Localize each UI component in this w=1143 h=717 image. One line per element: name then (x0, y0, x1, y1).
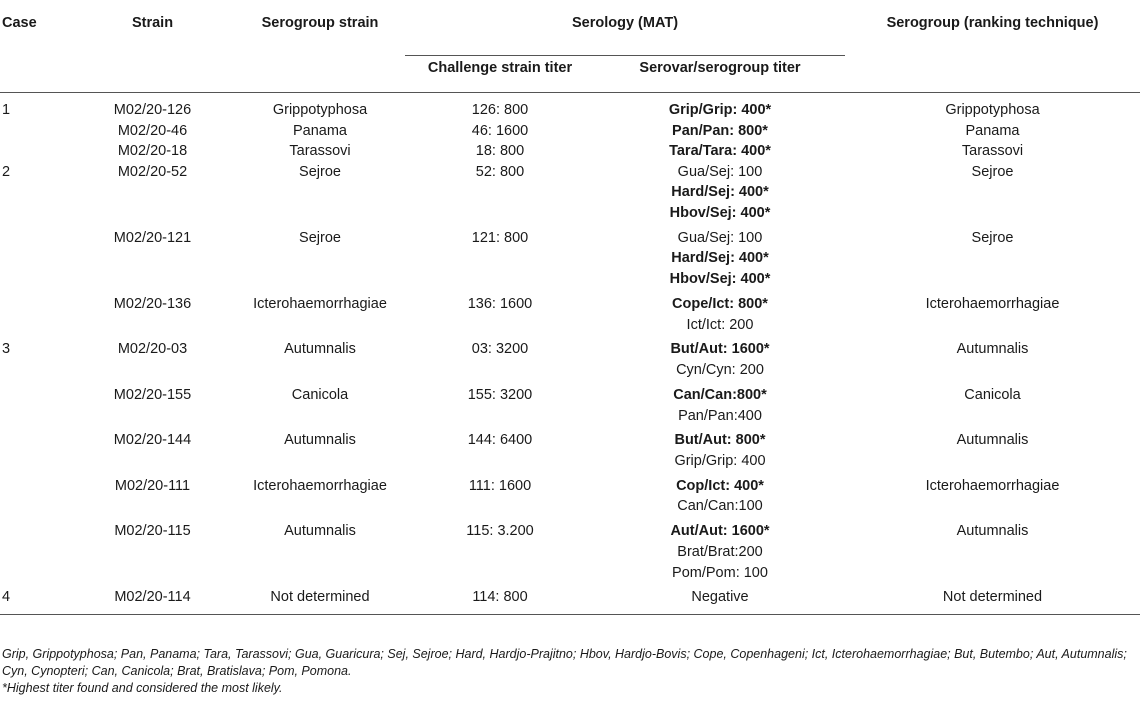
serovar-titer-entry: Pom/Pom: 100 (672, 564, 768, 581)
header-serovar-titer: Serovar/serogroup titer (639, 60, 801, 76)
cell-serogroup-strain: Sejroe (299, 163, 341, 180)
cell-ranking-serogroup: Grippotyphosa (945, 102, 1040, 118)
footnote-asterisk: *Highest titer found and considered the most likely. (2, 681, 283, 695)
table-header (0, 5, 1140, 93)
table-row (0, 385, 1140, 430)
table-body (0, 93, 1140, 615)
cell-serovar-titers (595, 430, 845, 475)
table-row (0, 141, 1140, 162)
cell-strain: M02/20-115 (114, 523, 191, 540)
serovar-titer-entry: Can/Can:800* (673, 386, 767, 403)
serovar-titer-entry: Negative (691, 589, 749, 606)
serovar-titer-entry: But/Aut: 1600* (670, 341, 770, 358)
cell-ranking-serogroup: Autumnalis (956, 341, 1029, 358)
cell-strain: M02/20-121 (113, 229, 192, 246)
cell-challenge-titer: 114: 800 (472, 589, 528, 606)
table-row (0, 587, 1140, 614)
serovar-titer-entry: Hard/Sej: 400* (671, 250, 769, 267)
cell-serogroup-strain: Canicola (291, 386, 349, 403)
serovar-titer-entry: Cyn/Cyn: 200 (676, 362, 764, 379)
table-row (0, 294, 1140, 339)
serovar-titer-entry: But/Aut: 800* (674, 432, 766, 449)
serovar-titer-entry: Ict/Ict: 200 (686, 316, 754, 333)
cell-serovar-titers (595, 521, 845, 587)
cell-strain: M02/20-126 (113, 102, 192, 118)
cell-serovar-titers (595, 162, 845, 228)
table-row (0, 121, 1140, 142)
cell-serogroup-strain: Sejroe (299, 229, 341, 246)
cell-case (0, 430, 70, 475)
cell-serogroup-strain: Grippotyphosa (272, 102, 368, 118)
cell-serogroup-strain: Autumnalis (284, 523, 356, 540)
cell-ranking-serogroup: Autumnalis (956, 432, 1029, 449)
cell-serovar-titers (595, 385, 845, 430)
cell-case (0, 476, 70, 521)
table-row (0, 162, 1140, 228)
cell-serovar-titers (595, 141, 845, 162)
cell-case: 4 (2, 589, 11, 606)
cell-strain: M02/20-03 (117, 341, 188, 358)
cell-ranking-serogroup: Icterohaemorrhagiae (925, 295, 1060, 312)
cell-serogroup-strain: Tarassovi (289, 143, 351, 160)
serovar-titer-entry: Brat/Brat:200 (677, 543, 763, 560)
cell-challenge-titer: 155: 3200 (467, 386, 533, 403)
cell-strain: M02/20-136 (113, 295, 192, 312)
cell-case (0, 521, 70, 587)
serovar-titer-entry: Can/Can:100 (677, 498, 763, 515)
cell-case: 1 (2, 102, 11, 118)
table-row (0, 339, 1140, 384)
header-case: Case (2, 15, 37, 31)
serovar-titer-entry: Aut/Aut: 1600* (670, 523, 770, 540)
serovar-titer-entry: Gua/Sej: 100 (677, 163, 763, 180)
cell-strain: M02/20-111 (114, 477, 191, 494)
footnote-abbreviations: Grip, Grippotyphosa; Pan, Panama; Tara, Tarassovi; Gua, Guaricura; Sej, Sejroe; Hard, Hardjo-Prajitno; Hbov, Hardjo-Bovis; Cope, Copenhageni; Ict, Icterohaemorrhagiae; But, Butembo; Aut, Autumnalis; Cyn, Cynopteri; Can, Canicola; Brat, Bratislava; Pom, Pomona. (2, 647, 1127, 678)
cell-serogroup-strain: Autumnalis (284, 341, 356, 358)
serovar-titer-entry: Hbov/Sej: 400* (669, 204, 771, 221)
cell-challenge-titer: 111: 1600 (468, 477, 532, 494)
cell-ranking-serogroup: Icterohaemorrhagiae (925, 477, 1060, 494)
serovar-titer-entry: Cope/Ict: 800* (672, 295, 768, 312)
cell-ranking-serogroup: Canicola (964, 386, 1021, 403)
cell-case: 3 (2, 341, 11, 358)
serovar-titer-entry: Tara/Tara: 400* (669, 143, 771, 160)
cell-strain: M02/20-144 (113, 432, 192, 449)
cell-strain: M02/20-114 (114, 589, 191, 606)
table-footnotes (2, 646, 1137, 697)
cell-serovar-titers (595, 228, 845, 294)
cell-challenge-titer: 115: 3.200 (466, 523, 534, 540)
cell-challenge-titer: 144: 6400 (467, 432, 533, 449)
cell-ranking-serogroup: Sejroe (971, 163, 1014, 180)
cell-serovar-titers (595, 587, 845, 614)
cell-strain: M02/20-18 (117, 143, 188, 160)
header-serogroup-strain: Serogroup strain (261, 15, 379, 31)
cell-ranking-serogroup: Not determined (942, 589, 1043, 606)
table-row (0, 228, 1140, 294)
cell-serogroup-strain: Not determined (270, 589, 370, 606)
cell-case (0, 294, 70, 339)
cell-challenge-titer: 18: 800 (475, 143, 525, 160)
table-row (0, 93, 1140, 121)
cell-challenge-titer: 136: 1600 (467, 295, 533, 312)
serology-table (0, 5, 1140, 615)
cell-ranking-serogroup: Panama (965, 122, 1020, 139)
cell-ranking-serogroup: Tarassovi (961, 143, 1024, 160)
cell-serogroup-strain: Panama (292, 122, 347, 139)
header-serology-mat: Serology (MAT) (405, 5, 845, 56)
cell-challenge-titer: 03: 3200 (471, 341, 529, 358)
cell-case (0, 228, 70, 294)
cell-challenge-titer: 52: 800 (475, 163, 525, 180)
cell-serogroup-strain: Autumnalis (284, 432, 356, 449)
serovar-titer-entry: Pan/Pan:400 (678, 407, 762, 424)
header-ranking-technique: Serogroup (ranking technique) (886, 15, 1099, 31)
cell-strain: M02/20-155 (113, 386, 192, 403)
cell-serovar-titers (595, 121, 845, 142)
cell-case (0, 141, 70, 162)
table-row (0, 430, 1140, 475)
serovar-titer-entry: Grip/Grip: 400* (668, 102, 772, 118)
header-strain: Strain (131, 15, 174, 31)
cell-ranking-serogroup: Autumnalis (956, 523, 1029, 540)
cell-serogroup-strain: Icterohaemorrhagiae (253, 295, 387, 312)
cell-challenge-titer: 126: 800 (471, 102, 529, 118)
serovar-titer-entry: Pan/Pan: 800* (672, 122, 768, 139)
cell-serovar-titers (595, 294, 845, 339)
cell-case (0, 121, 70, 142)
table-row (0, 521, 1140, 587)
cell-strain: M02/20-52 (117, 163, 188, 180)
cell-serogroup-strain: Icterohaemorrhagiae (253, 477, 387, 494)
cell-challenge-titer: 46: 1600 (471, 122, 529, 139)
serovar-titer-entry: Hard/Sej: 400* (671, 184, 769, 201)
cell-serovar-titers (595, 93, 845, 121)
cell-serovar-titers (595, 339, 845, 384)
cell-case: 2 (2, 163, 11, 180)
cell-ranking-serogroup: Sejroe (971, 229, 1014, 246)
serovar-titer-entry: Gua/Sej: 100 (677, 229, 763, 246)
serovar-titer-entry: Grip/Grip: 400 (674, 452, 766, 469)
cell-challenge-titer: 121: 800 (471, 229, 529, 246)
table-row (0, 476, 1140, 521)
cell-serovar-titers (595, 476, 845, 521)
serovar-titer-entry: Cop/Ict: 400* (676, 477, 764, 494)
serovar-titer-entry: Hbov/Sej: 400* (669, 271, 771, 288)
header-challenge-titer: Challenge strain titer (427, 60, 573, 76)
cell-strain: M02/20-46 (117, 122, 188, 139)
cell-case (0, 385, 70, 430)
